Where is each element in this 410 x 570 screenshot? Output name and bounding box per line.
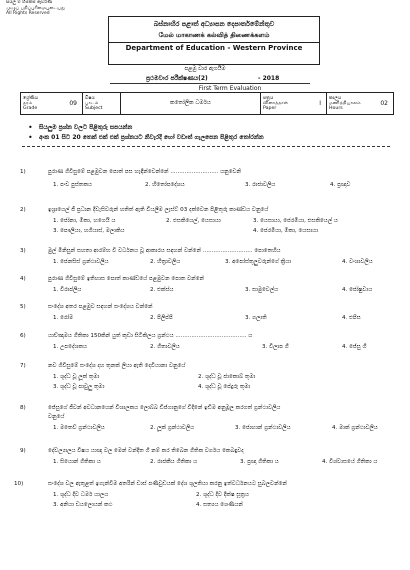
option-1: 1. පංච පුස්තකය: [53, 182, 93, 188]
header-sinhala: බස්නාහිර පළාත් අධ්‍යාපන දෙපාර්තමේන්තුව: [153, 20, 275, 28]
question-number: 8): [20, 405, 26, 411]
subject-label-si: විෂය: [85, 95, 95, 101]
evaluation-name: පළමු වාර ඇගයීම: [184, 66, 226, 72]
option-3: 3. ප්‍රඥා ගීතිකා ය: [240, 459, 279, 465]
subject-value-cell: [121, 93, 261, 114]
question-5: [20, 304, 400, 326]
option-2: 2. ගීතාවලිය: [150, 344, 180, 350]
option-2: 2. එසකියෙල්, යෙසායා: [166, 218, 221, 224]
question-6: [20, 333, 400, 355]
option-1: 1. උපදේශකය: [53, 344, 88, 350]
option-4: 4. මාක් ග්‍රන්ථාවලිය: [332, 425, 378, 431]
option-3b: 3. පෞලියා, හගියාස්, මලාකිය: [53, 228, 125, 234]
subject-label-en: Subject: [85, 106, 103, 112]
header-divider: [109, 42, 319, 43]
paper-label-si: පත්‍රය: [263, 95, 274, 101]
exam-info-box: [20, 92, 394, 115]
option-4: 4. ශුද්ධ වූ පේදුරු තුමා: [198, 384, 251, 390]
question-number: 6): [20, 333, 26, 339]
option-3: 3. ජොහාන් ග්‍රන්ථාවලිය: [235, 425, 291, 431]
hours-cell: [327, 93, 393, 114]
question-number: 10): [14, 481, 24, 487]
question-8: [20, 405, 400, 439]
bullet-icon: •: [28, 133, 33, 142]
department-header: [108, 16, 320, 65]
question-number: 1): [20, 169, 26, 175]
question-text: සංදේශ වල ඇතුළත් ඉගැන්වීම අතරින් ඩාස් පණිවුඩයක් දේශ ශුලතියා කරනු ඉත්වර්ධනයට සුබලවන්නේ: [48, 481, 287, 487]
question-text: ඉශ්‍රායෙල් ජී ප්‍රධාන දිවැසිවරුන් හතිත් ඇති වියලීම ලැස්ට් 03 දක්වෙන පිළිතුරු කාණ්ඩය වනුයේ: [48, 207, 269, 213]
option-1: 1. ජෝනා, මිකා, හගෙයි ය: [53, 218, 116, 224]
grade-cell: [21, 93, 83, 114]
option-2: 2. හිත්‍රාවලිය: [150, 259, 181, 265]
title-underline: [110, 83, 310, 84]
option-1: 1. සියොන් ගීතිකා ය: [53, 459, 101, 465]
grade-label-si: ශ්‍රේණිය: [23, 95, 39, 101]
question-3: [20, 248, 400, 270]
grade-value: 09: [69, 100, 77, 107]
subject-value: කතෝලික ධර්මය: [170, 100, 211, 106]
option-2: 2. ශුද්ධ වූ ජාකොබ් තුමා: [198, 374, 256, 380]
option-4: 4. විශ්වාසයේ ගීතිකා ය: [322, 459, 378, 465]
option-3: 3. ශුද්ධ වූ පාවුලු තුමා: [53, 384, 105, 390]
option-3: 3. විලාප ගී: [262, 344, 289, 350]
option-1: 1. රෝම: [53, 315, 74, 321]
bullet-icon: •: [28, 123, 33, 132]
subject-label-ta: பாடம்: [85, 100, 99, 106]
option-4: 4. ජේසු ගී: [342, 344, 367, 350]
question-number: 4): [20, 276, 26, 282]
exam-title: ප්‍රථමවාර පරීක්ෂණය(2): [146, 75, 208, 82]
option-2: 2. ලූක් ග්‍රන්ථාවලිය: [150, 425, 195, 431]
option-3: 3. රාජාවලිය: [245, 182, 276, 188]
option-3: 3. සාමුවෙල්ය: [245, 287, 279, 293]
option-2: 2. හිතෝපදේශය: [145, 182, 185, 188]
question-number: 3): [20, 248, 26, 254]
question-4: [20, 276, 400, 298]
option-4: 4. එපිස: [342, 315, 361, 321]
paper-cell: [261, 93, 327, 114]
copyright-line-english: All Rights Reserved: [6, 11, 50, 17]
hours-label-en: Hours: [329, 106, 343, 112]
section-divider: [22, 146, 390, 147]
question-text: පුරාණ ගිවිසුමේ පළමුවන පොත් පස හැඳින්වෙන්නේ ........................... යනුවෙනි: [48, 169, 242, 175]
question-7: [20, 363, 400, 397]
question-text: දේවල්‍යාලය විෂය යාඥා වල මෙන් වන්දිත ගී නම් කර තිබෙන ගීතික වර්ගය කෙබඳුවද: [48, 448, 244, 454]
option-3: 3. අපෝස්තුලුවරුන්ගේ ක්‍රියා: [225, 259, 292, 265]
option-1: 1. ශුද්ධ වූ ලූක් තුමා: [53, 374, 100, 380]
question-number: 9): [20, 448, 26, 454]
header-english: Department of Education - Western Province: [125, 44, 303, 52]
option-4: 4. ප්‍රඥාව: [330, 182, 351, 188]
option-4: 4. සත්‍යය ශෙණියන්: [196, 502, 243, 508]
option-3: 3. යෙසායා, ජෙරමියා, එසකියෙල් ය: [253, 218, 338, 224]
copyright-notice: [6, 0, 65, 17]
paper-label-en: Paper: [263, 106, 277, 112]
question-number: 7): [20, 363, 26, 369]
question-number: 5): [20, 304, 26, 310]
option-1: 1. ජෙනසිස් ග්‍රන්ථාවලිය: [53, 259, 109, 265]
option-1: 1. ශුද්ධ දිව ධර්ම යාලය: [53, 492, 109, 498]
question-number: 2): [20, 207, 26, 213]
option-1: 1. විරාප්ලිය: [53, 287, 82, 293]
term-label: First Term Evaluation: [198, 85, 262, 92]
question-text: නව ගිවිසුමේ සංදේශ දහ තුනක් ලියා ඇති දෙවියානා වනුයේ: [48, 363, 186, 369]
question-text: පුරාණ ගිවිසුමේ ඉතිහාස පොත් කාණ්ඩයේ පළමුවන පොත වන්නේ: [48, 276, 205, 282]
question-text: මුල් මිනිසුන් සහතා ආරම්භ වී වර්ධනය වූ ආකාරය සඳහන් වන්නේ ............................ පොතෙහිය: [48, 248, 281, 254]
option-2: 2. රාජකීය ගීතිකා ය: [150, 459, 198, 465]
option-1: 1. මතෙව් ග්‍රන්ථාවලිය: [53, 425, 105, 431]
question-text-cont: වනුයේ: [48, 414, 65, 420]
option-3: 3. අනියා ඩයලොයන් කථ: [53, 502, 113, 508]
option-2: 2. එක්ස්ය: [150, 287, 174, 293]
instruction-text: සියලුම ප්‍රශ්න වලට පිළිතුරු සපයන්න: [39, 124, 133, 131]
question-1: [20, 169, 400, 191]
option-4: 4. ජෙරමියා, මීකා, යෙසායා: [253, 228, 319, 234]
exam-year: - 2018: [258, 75, 280, 82]
question-text: සංදේශ අතර පළමුව සඳහන් සංදේශය වන්නේ: [48, 304, 153, 310]
grade-label-ta: தரம்: [23, 100, 33, 106]
hours-value: 02: [380, 100, 388, 107]
instruction-text: අංක 01 සිට 20 තෙක් එක් එක් ප්‍රශ්නයට නිවැරදි හෝ වඩාත් ගැලපෙන පිළිතුර තෝරන්න: [39, 134, 264, 141]
copyright-line-tamil: முழுப் பதிப்புரிமையுடையது: [6, 5, 65, 11]
question-2: [20, 207, 400, 241]
option-4: 4. ජෝෂුවාය: [342, 287, 373, 293]
hours-label-si: කාලය: [329, 95, 342, 101]
paper-value: I: [319, 100, 321, 107]
option-4: 4. වංශාවලිය: [342, 259, 373, 265]
question-text: යාච්ඤාමය ගීතිකා 150කින් යුත් කුඩා සිටිකිලය ග්‍රන්ථය ........................................ ය: [48, 333, 253, 339]
grade-label-en: Grade: [23, 106, 38, 112]
subject-label-cell: [83, 93, 121, 114]
hours-label-ta: மணித்தியாலம்: [329, 100, 361, 106]
header-tamil: மேல் மாகாணக் கல்வித் திணைக்களம்: [158, 31, 270, 39]
paper-label-ta: வினாத்தாள்: [263, 100, 289, 106]
copyright-line-sinhala: සියලු ම හිමිකම් ඇවිරිණි: [6, 0, 53, 5]
option-2: 2. ශුද්ධ දිව දීක්ෂ සූත්‍රය: [196, 492, 249, 498]
question-text: ජේසුගේ ජීවන් අවධානයෙන් විශාලකය ලොබ්බ ඩිජ්ගානුගේ විදිනේ ඉඩිම අනුමූල කරගත් ග්‍රන්ථාවලිය: [48, 405, 281, 411]
question-9: [20, 448, 400, 470]
question-10: [14, 481, 400, 515]
option-2: 2. පිලිප්පි: [150, 315, 173, 321]
option-3: 3. ගලාති: [245, 315, 267, 321]
